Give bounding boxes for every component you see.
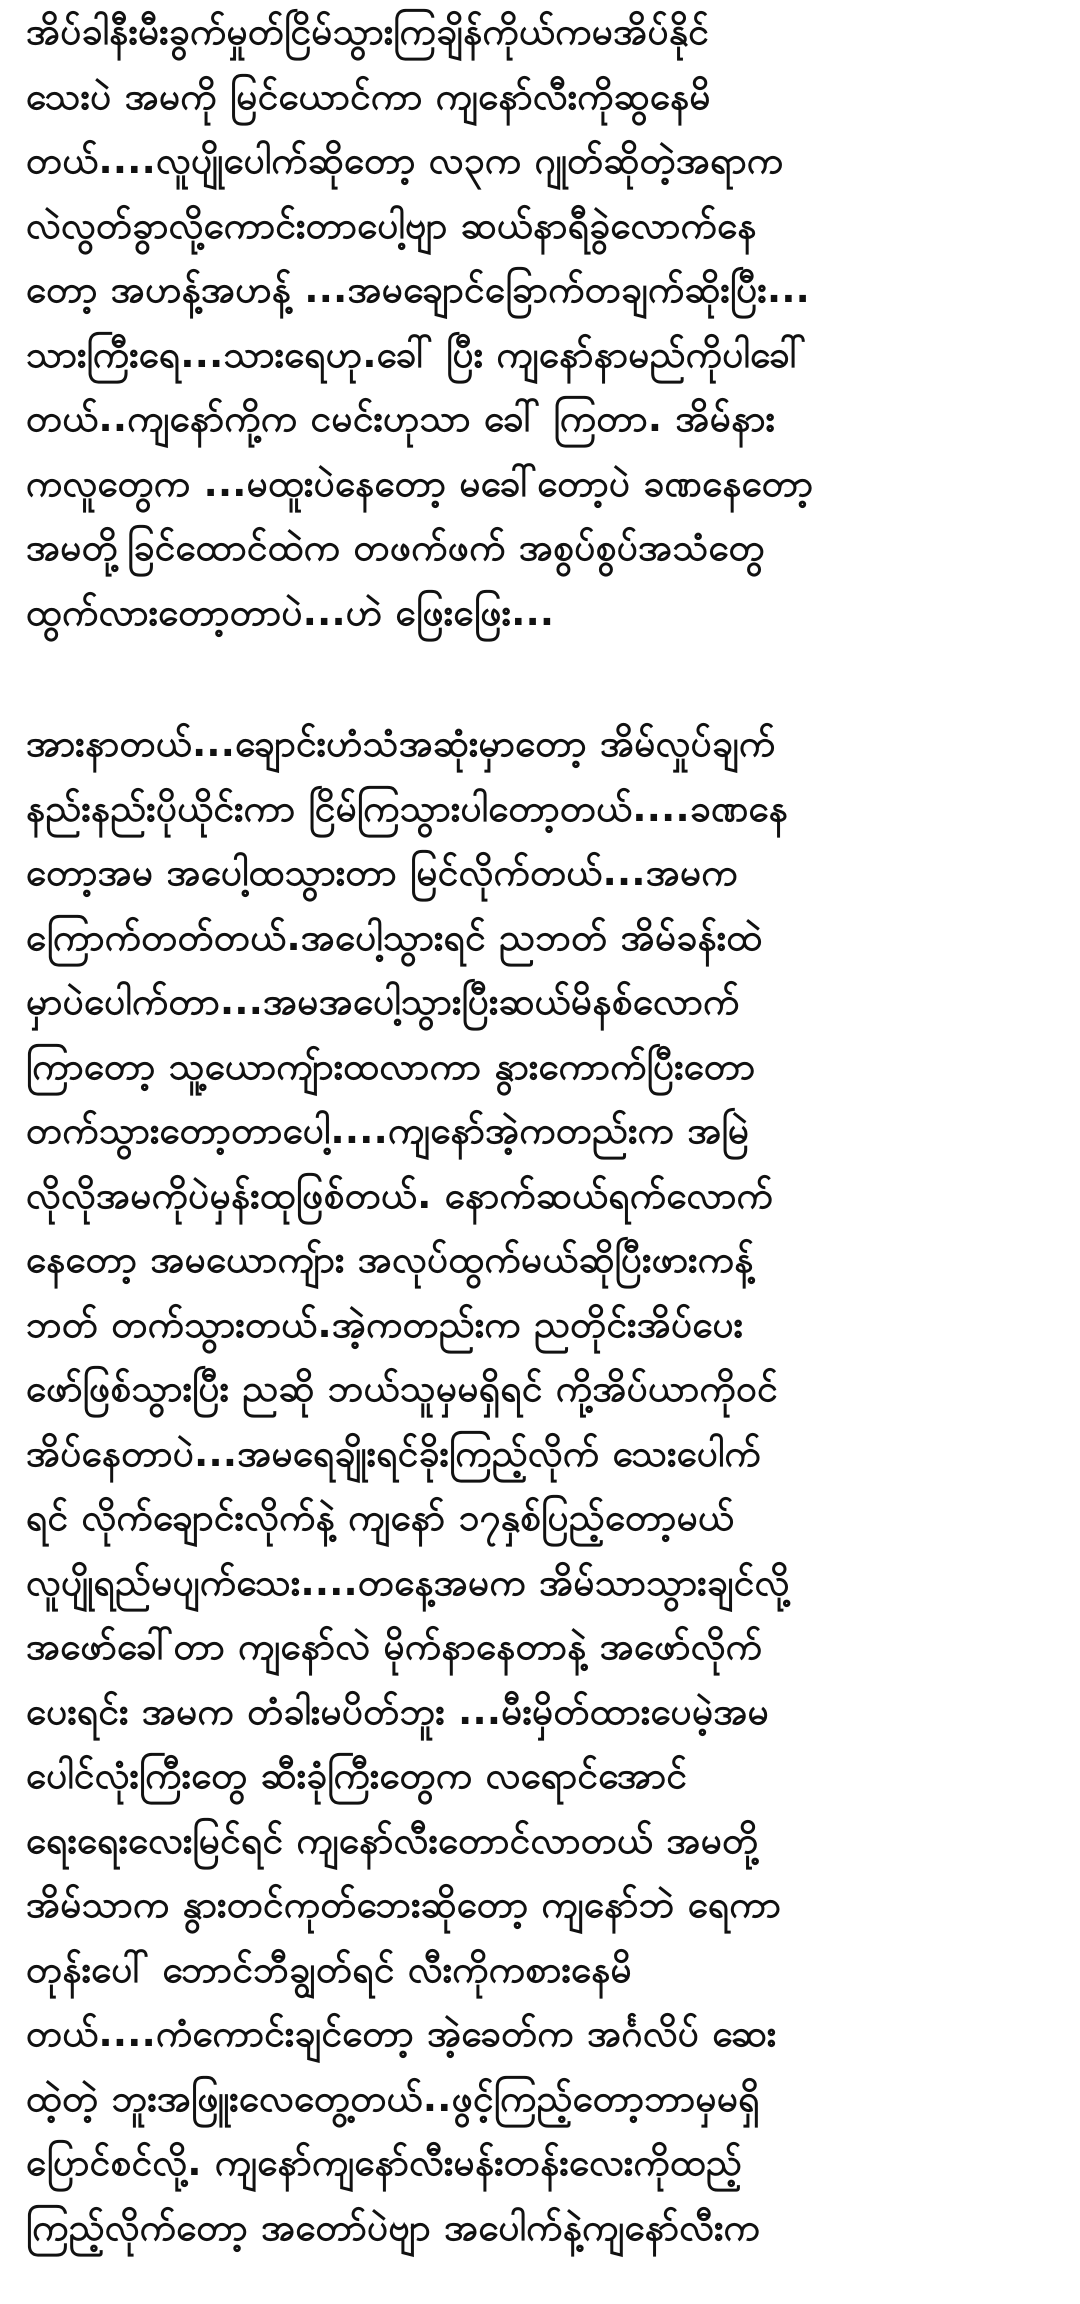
text-line: ထဲ့တဲ့ ဘူးအဖြူးလေတွေ့တယ်..ဖွင့်ကြည့်တော့ဘာမှမရှိ xyxy=(26,2076,760,2120)
text-line: ထွက်လားတော့တာပဲ...ဟဲ ဖြေးဖြေး... xyxy=(26,590,555,634)
text-line: အားနာတယ်...ချောင်းဟံသံအဆုံးမှာတော့ အိမ်လှုပ်ချက် xyxy=(26,722,776,765)
text-line: ကြောက်တတ်တယ်.အပေါ့သွားရင် ညဘတ် အိမ်ခန်းထဲ xyxy=(26,915,763,959)
text-line: တယ်..ကျနော်ကို့က ငမင်းဟုသာ ခေါ် ကြတာ. အိမ်နား xyxy=(26,397,776,440)
text-line: လဲလွတ်ခွာလို့ကောင်းတာပေါ့ဗျာ ဆယ်နာရီခွဲလောက်နေ xyxy=(26,203,757,247)
text-line: ကြာတော့ သူ့ယောကျ်ားထလာကာ နွားကောက်ပြီးတော xyxy=(26,1044,756,1088)
text-line: သားကြီးရေ...သားရေဟု.ခေါ် ပြီး ကျနော်နာမည်ကိုပါခေါ် xyxy=(26,332,807,376)
text-line: သေးပဲ အမကို မြင်ယောင်ကာ ကျနော်လီးကိုဆွနေမိ xyxy=(26,74,711,118)
text-line: တက်သွားတော့တာပေါ့....ကျနော်အဲ့ကတည်းက အမြဲ xyxy=(26,1109,750,1152)
text-line: ပြောင်စင်လို့. ကျနော်ကျနော်လီးမန်းတန်းလေးကိုထည့် xyxy=(26,2141,743,2184)
story-paragraph-1 xyxy=(26,0,1066,645)
text-line: ဘတ် တက်သွားတယ်.အဲ့ကတည်းက ညတိုင်းအိပ်ပေး xyxy=(26,1302,744,1346)
text-line: အမတို့ခြင်ထောင်ထဲက တဖက်ဖက် အစွပ်စွပ်အသံတွေ xyxy=(26,526,765,569)
text-line: တော့အမ အပေါ့ထသွားတာ မြင်လိုက်တယ်...အမက xyxy=(26,851,738,894)
text-line: တယ်....ကံကောင်းချင်တော့ အဲ့ခေတ်က အင်္ဂလိပ် ဆေး xyxy=(26,2012,777,2055)
text-line: တယ်....လူပျိုပေါက်ဆိုတော့ လ၃က ဂျုတ်ဆိုတဲ့အရာက xyxy=(26,139,784,182)
text-line: ဖော်ဖြစ်သွားပြီး ညဆို ဘယ်သူမှမရှိရင် ကို့အိပ်ယာကိုဝင် xyxy=(26,1367,778,1410)
story-paragraph-2 xyxy=(26,712,1066,2260)
text-line: ကြည့်လိုက်တော့ အတော်ပဲဗျာ အပေါက်နဲ့ကျနော်လီးက xyxy=(26,2205,761,2249)
text-line: ပေးရင်း အမက တံခါးမပိတ်ဘူး ...မီးမှိတ်ထားပေမဲ့အမ xyxy=(26,1689,770,1733)
text-line: လိုလိုအမကိုပဲမှန်းထုဖြစ်တယ်. နောက်ဆယ်ရက်လောက် xyxy=(26,1173,774,1217)
text-line: ရင် လိုက်ချောင်းလိုက်နဲ့ ကျနော် ၁၇နှစ်ပြည့်တော့မယ် xyxy=(26,1496,735,1539)
text-line: အိပ်နေတာပဲ...အမရေချိုးရင်ခိုးကြည့်လိုက် သေးပေါက် xyxy=(26,1431,762,1475)
text-line: တော့ အဟန့်အဟန့် ...အမချောင်ခြောက်တချက်ဆိုးပြီး... xyxy=(26,268,811,311)
text-line: အဖော်ခေါ်တာ ကျနော်လဲ မိုက်နာနေတာနဲ့ အဖော်လိုက် xyxy=(26,1625,763,1668)
text-line: လူပျိုရည်မပျက်သေး....တနေ့အမက အိမ်သာသွားချင်လို့ xyxy=(26,1560,790,1604)
text-line: နည်းနည်းပိုယိုင်းကာ ငြိမ်ကြသွားပါတော့တယ်....ခဏနေ xyxy=(26,786,789,830)
text-line: နေတော့ အမယောကျ်ား အလုပ်ထွက်မယ်ဆိုပြီးဖားကန့် xyxy=(26,1238,754,1281)
text-line: ကလူတွေက ...မထူးပဲနေတော့ မခေါ်တော့ပဲ ခဏနေတော့ xyxy=(26,461,814,505)
text-line: ရေးရေးလေးမြင်ရင် ကျနော်လီးတောင်လာတယ် အမတို့ xyxy=(26,1818,759,1862)
text-line: မှာပဲပေါက်တာ...အမအပေါ့သွားပြီးဆယ်မိနစ်လောက် xyxy=(26,980,740,1023)
text-line: တုန်းပေါ် ဘောင်ဘီချွတ်ရင် လီးကိုကစားနေမိ xyxy=(26,1947,632,1991)
text-line: အိပ်ခါနီးမီးခွက်မှုတ်ငြိမ်သွားကြချိန်ကိုယ်ကမအိပ်နိုင် xyxy=(26,10,710,53)
text-line: ပေါင်လုံးကြီးတွေ ဆီးခုံကြီးတွေက လရောင်အောင် xyxy=(26,1754,688,1797)
text-line: အိမ်သာက နွားတင်ကုတ်ဘေးဆိုတော့ ကျနော်ဘဲ ရေကာ xyxy=(26,1883,782,1926)
